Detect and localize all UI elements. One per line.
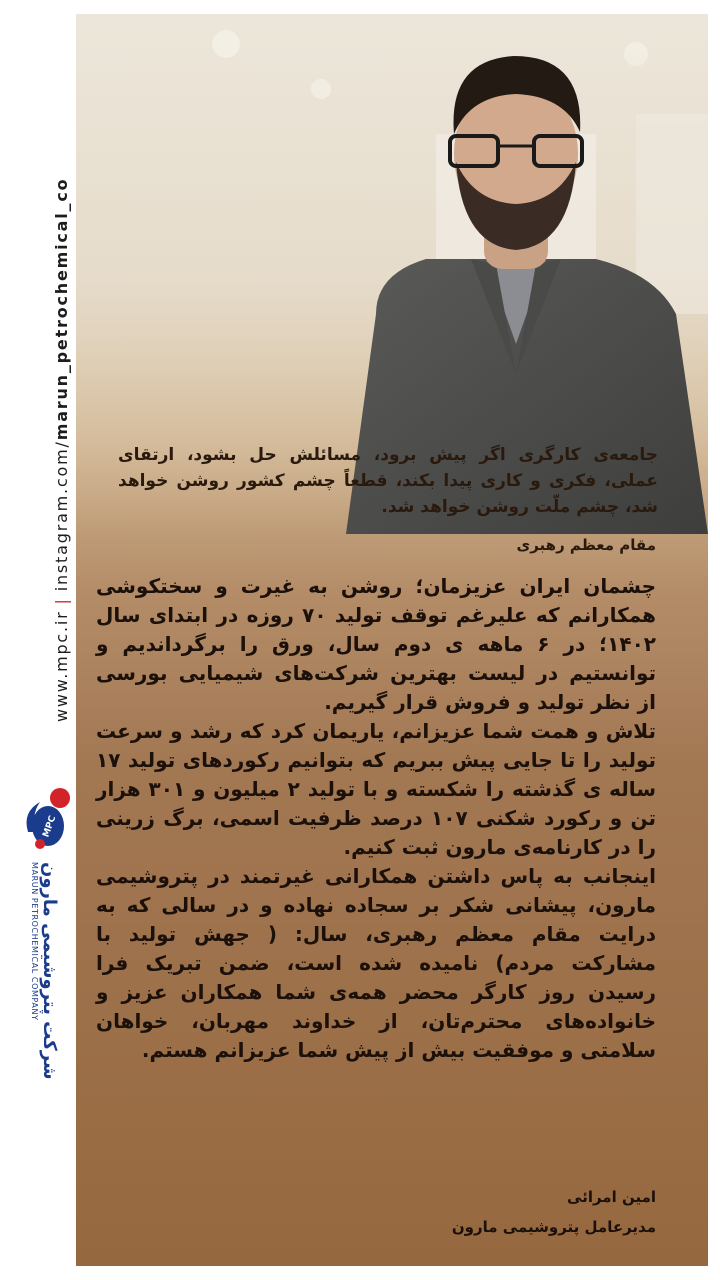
signatory-name: امین امرائی <box>567 1188 656 1206</box>
logo-initials: MPC <box>41 814 59 839</box>
leader-quote: جامعه‌ی کارگری اگر پیش برود، مسائلش حل بشود، ارتقای عملی، فکری و کاری پیدا بکند، قطعاً چشم کشور روشن خواهد شد، چشم ملّت روشن خواهد شد. <box>118 445 658 517</box>
sidebar <box>0 0 76 1280</box>
poster-panel <box>76 14 708 1266</box>
signatory-title: مدیرعامل پتروشیمی مارون <box>451 1218 656 1236</box>
instagram-handle[interactable]: marun_petrochemical_co <box>52 177 71 441</box>
ceo-message <box>96 572 656 1065</box>
instagram-prefix[interactable]: instagram.com/ <box>52 440 71 592</box>
company-name-en: MARUN PETROCHEMICAL COMPANY <box>30 862 39 1021</box>
separator: | <box>52 597 71 605</box>
company-name <box>29 862 59 1080</box>
website-link[interactable]: www.mpc.ir <box>52 610 71 722</box>
contact-line <box>52 178 71 722</box>
message-paragraph: چشمان ایران عزیزمان؛ روشن به غیرت و سختکوشی همکارانم که علیرغم توقف تولید ۷۰ روزه در ابتدای سال ۱۴۰۲؛ در ۶ ماهه ی دوم سال، ورق را برگرداندیم و توانستیم در لیست بهترین شرکت‌های شیمیایی بورسی از نظر تولید و فروش قرار گیریم. <box>96 574 656 714</box>
quote-author: مقام معظم رهبری <box>516 536 656 554</box>
message-paragraph: اینجانب به پاس داشتن همکارانی غیرتمند در پتروشیمی مارون، پیشانی شکر بر سجاده نهاده و در سالی که به درایت مقام معظم رهبری، سال: ( جهش تولید با مشارکت مردم) نامیده شده است، ضمن تبریک فرا رسیدن روز کارگر محضر همه‌ی شما همکاران عزیز و خانواده‌های محترم‌تان، از خداوند مهربان، خواهان سلامتی و موفقیت بیش از پیش شما عزیزانم هستم. <box>96 864 656 1062</box>
mpc-logo-icon <box>18 786 74 852</box>
company-name-fa: شرکت پتروشیمی مارون <box>39 862 60 1080</box>
company-logo <box>14 780 74 1080</box>
message-paragraph: تلاش و همت شما عزیزانم، یاریمان کرد که رشد و سرعت تولید را تا جایی پیش ببریم که بتوانیم رکوردهای تولید ۱۷ ساله ی گذشته را شکسته و با تولید ۲ میلیون و ۳۰۱ هزار تن و رکورد شکنی ۱۰۷ درصد ظرفیت اسمی، برگ زرینی را در کارنامه‌ی مارون ثبت کنیم. <box>96 719 657 859</box>
signature-block <box>452 1182 656 1242</box>
